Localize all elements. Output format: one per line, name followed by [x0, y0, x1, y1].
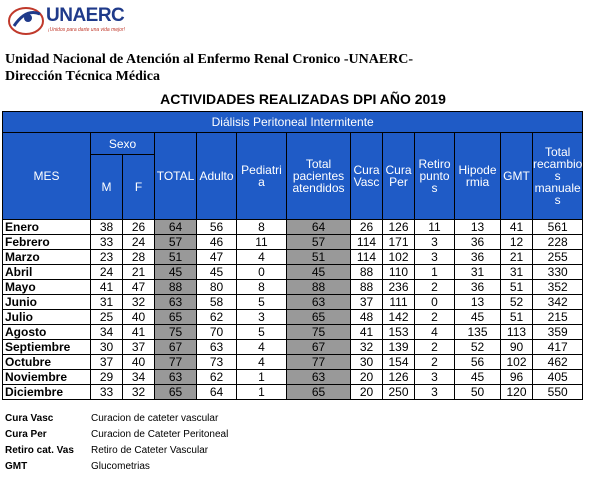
legend-value: Glucometrias [91, 461, 150, 472]
cell-rec: 342 [533, 295, 583, 310]
cell-ped: 1 [237, 370, 287, 385]
legend-value: Retiro de Cateter Vascular [91, 445, 209, 456]
cell-m: 25 [91, 310, 123, 325]
activities-table [2, 111, 583, 400]
cell-tp: 63 [287, 370, 351, 385]
cell-ret: 0 [415, 295, 455, 310]
cell-adulto: 62 [197, 370, 237, 385]
col-header-f: F [123, 155, 155, 220]
cell-total: 88 [155, 280, 197, 295]
cell-m: 23 [91, 250, 123, 265]
cell-cp: 153 [383, 325, 415, 340]
col-header-hipodermia: Hipode rmia [455, 133, 501, 220]
cell-ped: 4 [237, 355, 287, 370]
cell-tp: 75 [287, 325, 351, 340]
cell-cp: 139 [383, 340, 415, 355]
cell-tp: 64 [287, 220, 351, 235]
col-header-recambios: Total recambio s manuale s [533, 133, 583, 220]
cell-ret: 3 [415, 385, 455, 400]
cell-gmt: 90 [501, 340, 533, 355]
cell-mes: Mayo [3, 280, 91, 295]
cell-f: 21 [123, 265, 155, 280]
cell-tp: 65 [287, 385, 351, 400]
table-row [3, 295, 583, 310]
cell-rec: 417 [533, 340, 583, 355]
col-header-total-pacientes: Total pacientes atendidos [287, 133, 351, 220]
cell-total: 63 [155, 295, 197, 310]
cell-mes: Abril [3, 265, 91, 280]
cell-total: 57 [155, 235, 197, 250]
cell-cp: 171 [383, 235, 415, 250]
cell-adulto: 58 [197, 295, 237, 310]
cell-f: 32 [123, 385, 155, 400]
cell-m: 33 [91, 235, 123, 250]
col-header-mes: MES [3, 133, 91, 220]
cell-cv: 48 [351, 310, 383, 325]
cell-ped: 4 [237, 340, 287, 355]
cell-mes: Agosto [3, 325, 91, 340]
cell-mes: Octubre [3, 355, 91, 370]
cell-ret: 2 [415, 310, 455, 325]
cell-rec: 215 [533, 310, 583, 325]
cell-mes: Febrero [3, 235, 91, 250]
cell-ped: 5 [237, 325, 287, 340]
cell-m: 30 [91, 340, 123, 355]
cell-rec: 462 [533, 355, 583, 370]
cell-f: 37 [123, 340, 155, 355]
cell-adulto: 70 [197, 325, 237, 340]
legend-key: Retiro cat. Vas [5, 445, 74, 456]
cell-cv: 32 [351, 340, 383, 355]
cell-tp: 51 [287, 250, 351, 265]
table-row [3, 385, 583, 400]
table-row [3, 340, 583, 355]
cell-total: 65 [155, 385, 197, 400]
cell-hip: 36 [455, 280, 501, 295]
cell-f: 26 [123, 220, 155, 235]
cell-ped: 8 [237, 280, 287, 295]
cell-total: 45 [155, 265, 197, 280]
cell-ret: 4 [415, 325, 455, 340]
col-header-cura-vasc: Cura Vasc [351, 133, 383, 220]
cell-gmt: 120 [501, 385, 533, 400]
legend-key: Cura Per [5, 429, 47, 440]
cell-adulto: 45 [197, 265, 237, 280]
cell-rec: 255 [533, 250, 583, 265]
cell-mes: Junio [3, 295, 91, 310]
cell-adulto: 56 [197, 220, 237, 235]
cell-m: 41 [91, 280, 123, 295]
cell-cv: 37 [351, 295, 383, 310]
cell-ret: 2 [415, 340, 455, 355]
cell-gmt: 113 [501, 325, 533, 340]
cell-total: 63 [155, 370, 197, 385]
cell-m: 38 [91, 220, 123, 235]
cell-gmt: 51 [501, 280, 533, 295]
org-name: Unidad Nacional de Atención al Enfermo Renal Cronico -UNAERC- [5, 52, 414, 67]
cell-hip: 52 [455, 340, 501, 355]
table-row [3, 235, 583, 250]
cell-ret: 3 [415, 250, 455, 265]
cell-ret: 2 [415, 355, 455, 370]
table-body [3, 220, 583, 400]
cell-ped: 3 [237, 310, 287, 325]
cell-mes: Marzo [3, 250, 91, 265]
cell-gmt: 12 [501, 235, 533, 250]
cell-cp: 250 [383, 385, 415, 400]
legend-key: Cura Vasc [5, 413, 54, 424]
legend-value: Curacion de cateter vascular [91, 413, 219, 424]
logo-tagline: ¡Unidos para darte una vida mejor! [48, 27, 125, 33]
cell-cp: 102 [383, 250, 415, 265]
cell-tp: 77 [287, 355, 351, 370]
cell-cv: 88 [351, 280, 383, 295]
cell-cp: 111 [383, 295, 415, 310]
cell-total: 75 [155, 325, 197, 340]
col-header-m: M [91, 155, 123, 220]
cell-gmt: 102 [501, 355, 533, 370]
legend-value: Curacion de Cateter Peritoneal [91, 429, 229, 440]
cell-ret: 11 [415, 220, 455, 235]
cell-f: 34 [123, 370, 155, 385]
cell-hip: 36 [455, 235, 501, 250]
table-row [3, 325, 583, 340]
col-header-pediatria: Pediatri a [237, 133, 287, 220]
cell-cp: 142 [383, 310, 415, 325]
cell-f: 28 [123, 250, 155, 265]
cell-cv: 114 [351, 235, 383, 250]
cell-mes: Julio [3, 310, 91, 325]
cell-hip: 13 [455, 220, 501, 235]
cell-gmt: 96 [501, 370, 533, 385]
cell-rec: 330 [533, 265, 583, 280]
cell-tp: 65 [287, 310, 351, 325]
cell-m: 37 [91, 355, 123, 370]
cell-mes: Noviembre [3, 370, 91, 385]
cell-gmt: 51 [501, 310, 533, 325]
cell-total: 51 [155, 250, 197, 265]
cell-cp: 110 [383, 265, 415, 280]
cell-f: 32 [123, 295, 155, 310]
logo-name: UNAERC [46, 5, 125, 26]
cell-m: 31 [91, 295, 123, 310]
cell-rec: 550 [533, 385, 583, 400]
cell-tp: 63 [287, 295, 351, 310]
cell-total: 65 [155, 310, 197, 325]
cell-cp: 126 [383, 220, 415, 235]
cell-cv: 20 [351, 370, 383, 385]
cell-total: 67 [155, 340, 197, 355]
table-row [3, 355, 583, 370]
col-header-retiro: Retiro punto s [415, 133, 455, 220]
cell-f: 40 [123, 310, 155, 325]
cell-ped: 0 [237, 265, 287, 280]
cell-adulto: 73 [197, 355, 237, 370]
cell-rec: 352 [533, 280, 583, 295]
cell-mes: Diciembre [3, 385, 91, 400]
table-row [3, 370, 583, 385]
cell-hip: 13 [455, 295, 501, 310]
cell-mes: Septiembre [3, 340, 91, 355]
cell-adulto: 62 [197, 310, 237, 325]
cell-cv: 88 [351, 265, 383, 280]
department-name: Dirección Técnica Médica [5, 69, 160, 84]
table-band-header: Diálisis Peritoneal Intermitente [3, 112, 583, 133]
cell-hip: 135 [455, 325, 501, 340]
cell-hip: 45 [455, 310, 501, 325]
cell-ped: 8 [237, 220, 287, 235]
table-row [3, 250, 583, 265]
cell-tp: 67 [287, 340, 351, 355]
cell-f: 47 [123, 280, 155, 295]
cell-m: 33 [91, 385, 123, 400]
cell-total: 64 [155, 220, 197, 235]
cell-hip: 45 [455, 370, 501, 385]
col-header-total: TOTAL [155, 133, 197, 220]
cell-mes: Enero [3, 220, 91, 235]
cell-cv: 20 [351, 385, 383, 400]
cell-cp: 236 [383, 280, 415, 295]
table-row [3, 265, 583, 280]
cell-rec: 561 [533, 220, 583, 235]
cell-cp: 154 [383, 355, 415, 370]
cell-hip: 31 [455, 265, 501, 280]
table-row [3, 280, 583, 295]
cell-adulto: 46 [197, 235, 237, 250]
cell-tp: 45 [287, 265, 351, 280]
cell-f: 41 [123, 325, 155, 340]
cell-adulto: 47 [197, 250, 237, 265]
col-header-sexo: Sexo [91, 133, 155, 155]
table-row [3, 310, 583, 325]
cell-ret: 2 [415, 280, 455, 295]
col-header-gmt: GMT [501, 133, 533, 220]
cell-m: 34 [91, 325, 123, 340]
legend-key: GMT [5, 461, 28, 472]
col-header-cura-per: Cura Per [383, 133, 415, 220]
cell-cp: 126 [383, 370, 415, 385]
cell-ret: 3 [415, 370, 455, 385]
cell-rec: 359 [533, 325, 583, 340]
report-title: ACTIVIDADES REALIZADAS DPI AÑO 2019 [160, 91, 446, 107]
cell-f: 40 [123, 355, 155, 370]
cell-gmt: 31 [501, 265, 533, 280]
cell-ped: 1 [237, 385, 287, 400]
cell-ped: 4 [237, 250, 287, 265]
cell-hip: 50 [455, 385, 501, 400]
cell-gmt: 52 [501, 295, 533, 310]
cell-m: 29 [91, 370, 123, 385]
cell-cv: 30 [351, 355, 383, 370]
cell-cv: 26 [351, 220, 383, 235]
cell-gmt: 41 [501, 220, 533, 235]
cell-cv: 41 [351, 325, 383, 340]
cell-cv: 114 [351, 250, 383, 265]
cell-ped: 11 [237, 235, 287, 250]
cell-adulto: 63 [197, 340, 237, 355]
cell-rec: 228 [533, 235, 583, 250]
table-row [3, 220, 583, 235]
cell-rec: 405 [533, 370, 583, 385]
col-header-adulto: Adulto [197, 133, 237, 220]
cell-gmt: 21 [501, 250, 533, 265]
cell-f: 24 [123, 235, 155, 250]
cell-ret: 3 [415, 235, 455, 250]
cell-total: 77 [155, 355, 197, 370]
cell-hip: 56 [455, 355, 501, 370]
cell-m: 24 [91, 265, 123, 280]
cell-ret: 1 [415, 265, 455, 280]
cell-tp: 88 [287, 280, 351, 295]
cell-tp: 57 [287, 235, 351, 250]
cell-ped: 5 [237, 295, 287, 310]
cell-hip: 36 [455, 250, 501, 265]
cell-adulto: 64 [197, 385, 237, 400]
cell-adulto: 80 [197, 280, 237, 295]
